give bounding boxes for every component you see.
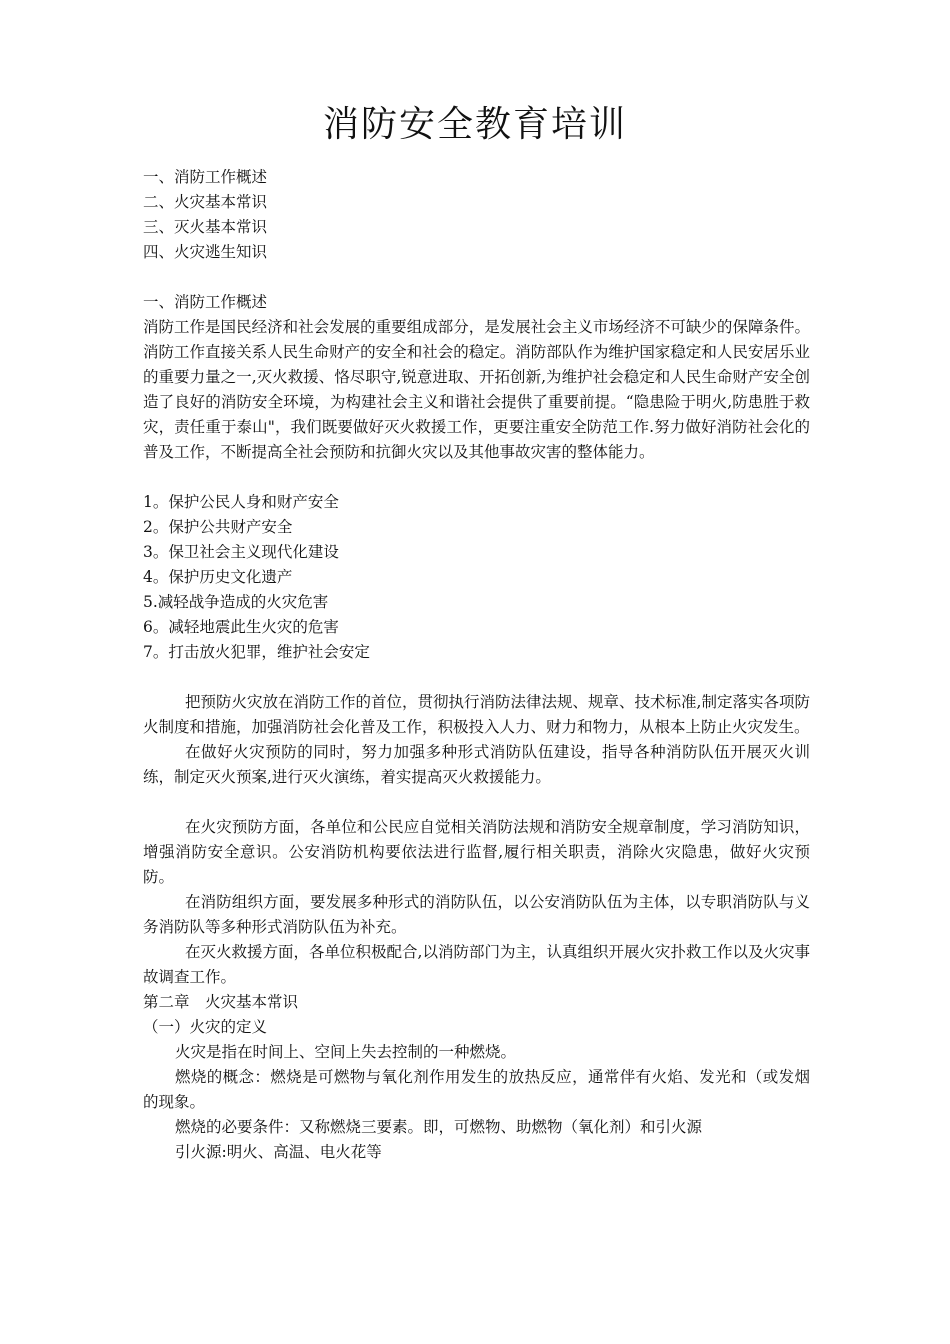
task-list xyxy=(143,490,810,665)
spacer xyxy=(143,465,810,490)
chapter-heading: 第二章 火灾基本常识 xyxy=(143,993,299,1011)
document-body xyxy=(143,165,810,1165)
list-item: 1。保护公民人身和财产安全 xyxy=(143,493,339,511)
page-title: 消防安全教育培训 xyxy=(322,104,627,145)
fire-definition: 火灾是指在时间上、空间上失去控制的一种燃烧。 xyxy=(175,1043,517,1061)
fire-organization-paragraph: 在消防组织方面，要发展多种形式的消防队伍，以公安消防队伍为主体，以专职消防队与义务消防队等多种形式消防队伍为补充。 xyxy=(143,893,810,936)
list-item: 6。减轻地震此生火灾的危害 xyxy=(143,618,339,636)
ignition-sources: 引火源:明火、高温、电火花等 xyxy=(175,1143,382,1161)
table-of-contents xyxy=(143,165,810,265)
firefighting-paragraph: 在做好火灾预防的同时，努力加强多种形式消防队伍建设，指导各种消防队伍开展灭火训练，制定灭火预案,进行灭火演练，着实提高灭火救援能力。 xyxy=(143,743,810,786)
toc-item: 三、灭火基本常识 xyxy=(143,218,268,236)
section-intro-paragraph: 消防工作是国民经济和社会发展的重要组成部分，是发展社会主义市场经济不可缺少的保障条件。消防工作直接关系人民生命财产的安全和社会的稳定。消防部队作为维护国家稳定和人民安居乐业的重要力量之一,灭火救援、恪尽职守,锐意进取、开拓创新,为维护社会稳定和人民生命财产安全创造了良好的消防安全环境，为构建社会主义和谐社会提供了重要前提。“隐患险于明火,防患胜于救灾，责任重于泰山"，我们既要做好灭火救援工作，更要注重安全防范工作.努力做好消防社会化的普及工作，不断提高全社会预防和抗御火灾以及其他事故灾害的整体能力。 xyxy=(143,318,810,461)
toc-item: 二、火灾基本常识 xyxy=(143,193,268,211)
spacer xyxy=(143,265,810,290)
combustion-concept: 燃烧的概念：燃烧是可燃物与氧化剂作用发生的放热反应，通常伴有火焰、发光和（或发烟的现象。 xyxy=(143,1068,810,1111)
list-item: 3。保卫社会主义现代化建设 xyxy=(143,543,339,561)
list-item: 7。打击放火犯罪，维护社会安定 xyxy=(143,643,370,661)
fire-prevention-paragraph: 在火灾预防方面，各单位和公民应自觉相关消防法规和消防安全规章制度，学习消防知识，增强消防安全意识。公安消防机构要依法进行监督,履行相关职责，消除火灾隐患，做好火灾预防。 xyxy=(143,818,810,886)
list-item: 4。保护历史文化遗产 xyxy=(143,568,293,586)
fire-rescue-paragraph: 在灭火救援方面，各单位积极配合,以消防部门为主，认真组织开展火灾扑救工作以及火灾事故调查工作。 xyxy=(143,943,810,986)
list-item: 5.减轻战争造成的火灾危害 xyxy=(143,593,329,611)
spacer xyxy=(143,790,810,815)
toc-item: 四、火灾逃生知识 xyxy=(143,243,268,261)
sub-heading: （一）火灾的定义 xyxy=(143,1018,268,1036)
toc-item: 一、消防工作概述 xyxy=(143,168,268,186)
combustion-conditions: 燃烧的必要条件：又称燃烧三要素。即，可燃物、助燃物（氧化剂）和引火源 xyxy=(175,1118,703,1136)
prevention-paragraph: 把预防火灾放在消防工作的首位，贯彻执行消防法律法规、规章、技术标准,制定落实各项防火制度和措施，加强消防社会化普及工作，积极投入人力、财力和物力，从根本上防止火灾发生。 xyxy=(143,693,810,736)
list-item: 2。保护公共财产安全 xyxy=(143,518,293,536)
section-heading: 一、消防工作概述 xyxy=(143,293,268,311)
spacer xyxy=(143,665,810,690)
